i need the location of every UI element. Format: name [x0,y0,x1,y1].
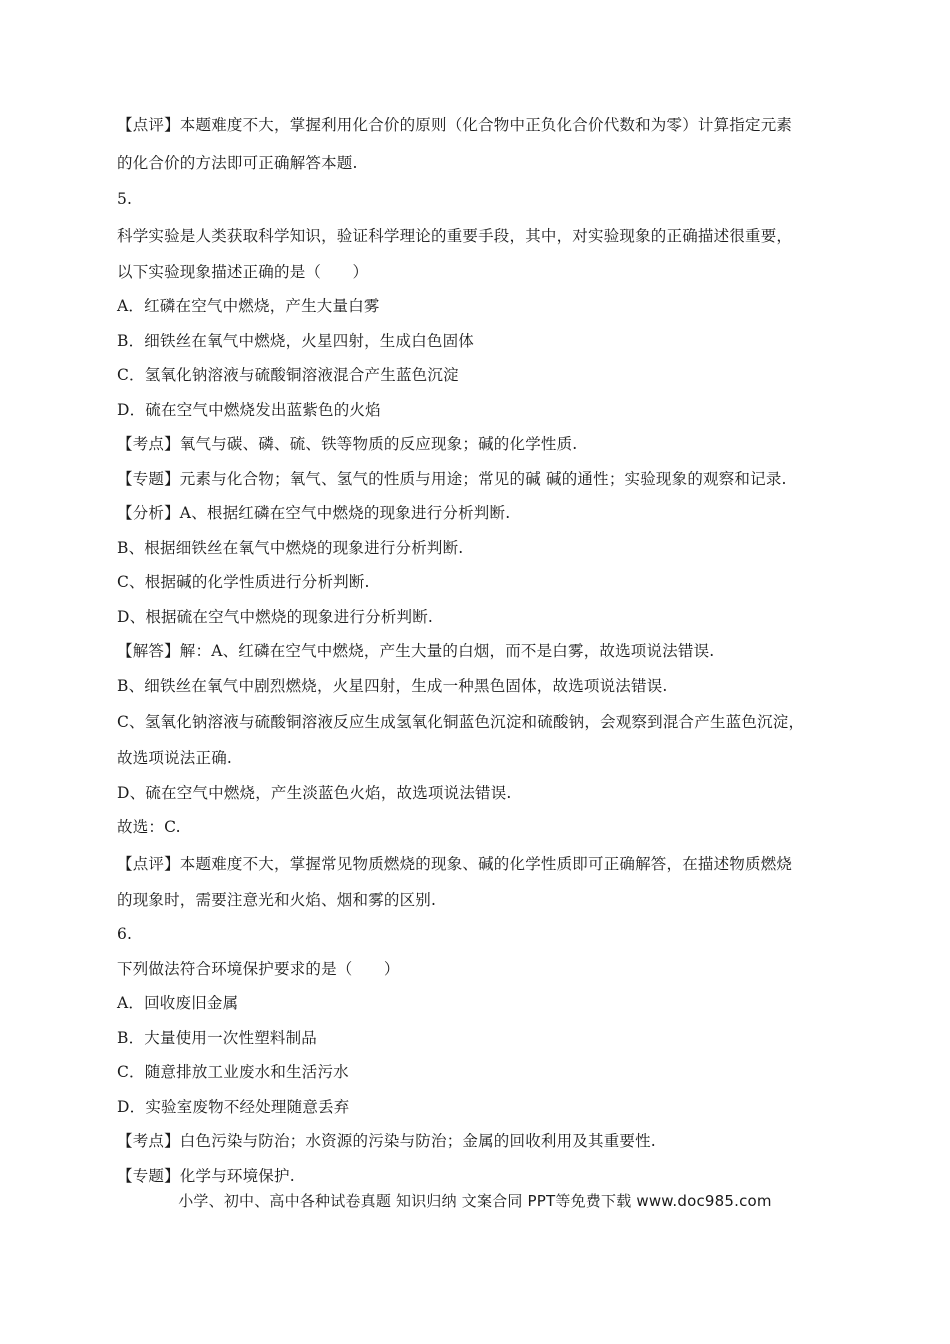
option-d: D．实验室废物不经处理随意丢弃 [117,1097,350,1116]
option-a: A．红磷在空气中燃烧，产生大量白雾 [117,297,380,315]
page-footer: 小学、初中、高中各种试卷真题 知识归纳 文案合同 PPT等免费下载 www.doc985.com [178,1192,772,1210]
text-line: 故选：C. [117,818,181,836]
text-line: B、根据细铁丝在氧气中燃烧的现象进行分析判断. [117,538,464,557]
text-line: 【点评】本题难度不大，掌握利用化合价的原则（化合物中正负化合价代数和为零）计算指定元素 [117,116,793,134]
text-line: 下列做法符合环境保护要求的是（ ） [117,959,400,978]
text-line: 【专题】元素与化合物；氧气、氢气的性质与用途；常见的碱 碱的通性；实验现象的观察和记录. [117,469,787,488]
option-a: A．回收废旧金属 [117,994,239,1012]
text-line: 科学实验是人类获取科学知识，验证科学理论的重要手段，其中，对实验现象的正确描述很重要， [117,226,793,245]
text-line: 以下实验现象描述正确的是（ ） [117,262,369,281]
text-line: C、根据碱的化学性质进行分析判断. [117,573,370,591]
text-line: 的现象时，需要注意光和火焰、烟和雾的区别. [117,890,437,909]
text-line: 【分析】A、根据红磷在空气中燃烧的现象进行分析判断. [117,504,511,522]
option-c: C．随意排放工业废水和生活污水 [117,1063,349,1081]
option-c: C．氢氧化钠溶液与硫酸铜溶液混合产生蓝色沉淀 [117,366,459,384]
text-line: 【考点】氧气与碳、磷、硫、铁等物质的反应现象；碱的化学性质. [117,435,578,453]
text-line: C、氢氧化钠溶液与硫酸铜溶液反应生成氢氧化铜蓝色沉淀和硫酸钠，会观察到混合产生蓝色沉淀， [117,713,805,731]
question-number: 5. [117,190,133,208]
text-line: D、硫在空气中燃烧，产生淡蓝色火焰，故选项说法错误. [117,783,512,802]
text-line: 的化合价的方法即可正确解答本题. [117,154,358,172]
text-line: 【考点】白色污染与防治；水资源的污染与防治；金属的回收利用及其重要性. [117,1132,656,1150]
text-line: 故选项说法正确. [117,749,233,767]
text-line: 【解答】解：A、红磷在空气中燃烧，产生大量的白烟，而不是白雾，故选项说法错误. [117,642,715,660]
option-b: B．大量使用一次性塑料制品 [117,1028,317,1047]
question-number: 6. [117,925,133,943]
text-line: D、根据硫在空气中燃烧的现象进行分析判断. [117,607,434,626]
text-line: B、细铁丝在氧气中剧烈燃烧，火星四射，生成一种黑色固体，故选项说法错误. [117,676,668,695]
text-line: 【点评】本题难度不大，掌握常见物质燃烧的现象、碱的化学性质即可正确解答，在描述物质燃烧 [117,854,793,873]
option-d: D．硫在空气中燃烧发出蓝紫色的火焰 [117,400,381,419]
option-b: B．细铁丝在氧气中燃烧，火星四射，生成白色固体 [117,331,474,350]
document-body [117,106,847,1193]
text-line: 【专题】化学与环境保护. [117,1166,295,1185]
